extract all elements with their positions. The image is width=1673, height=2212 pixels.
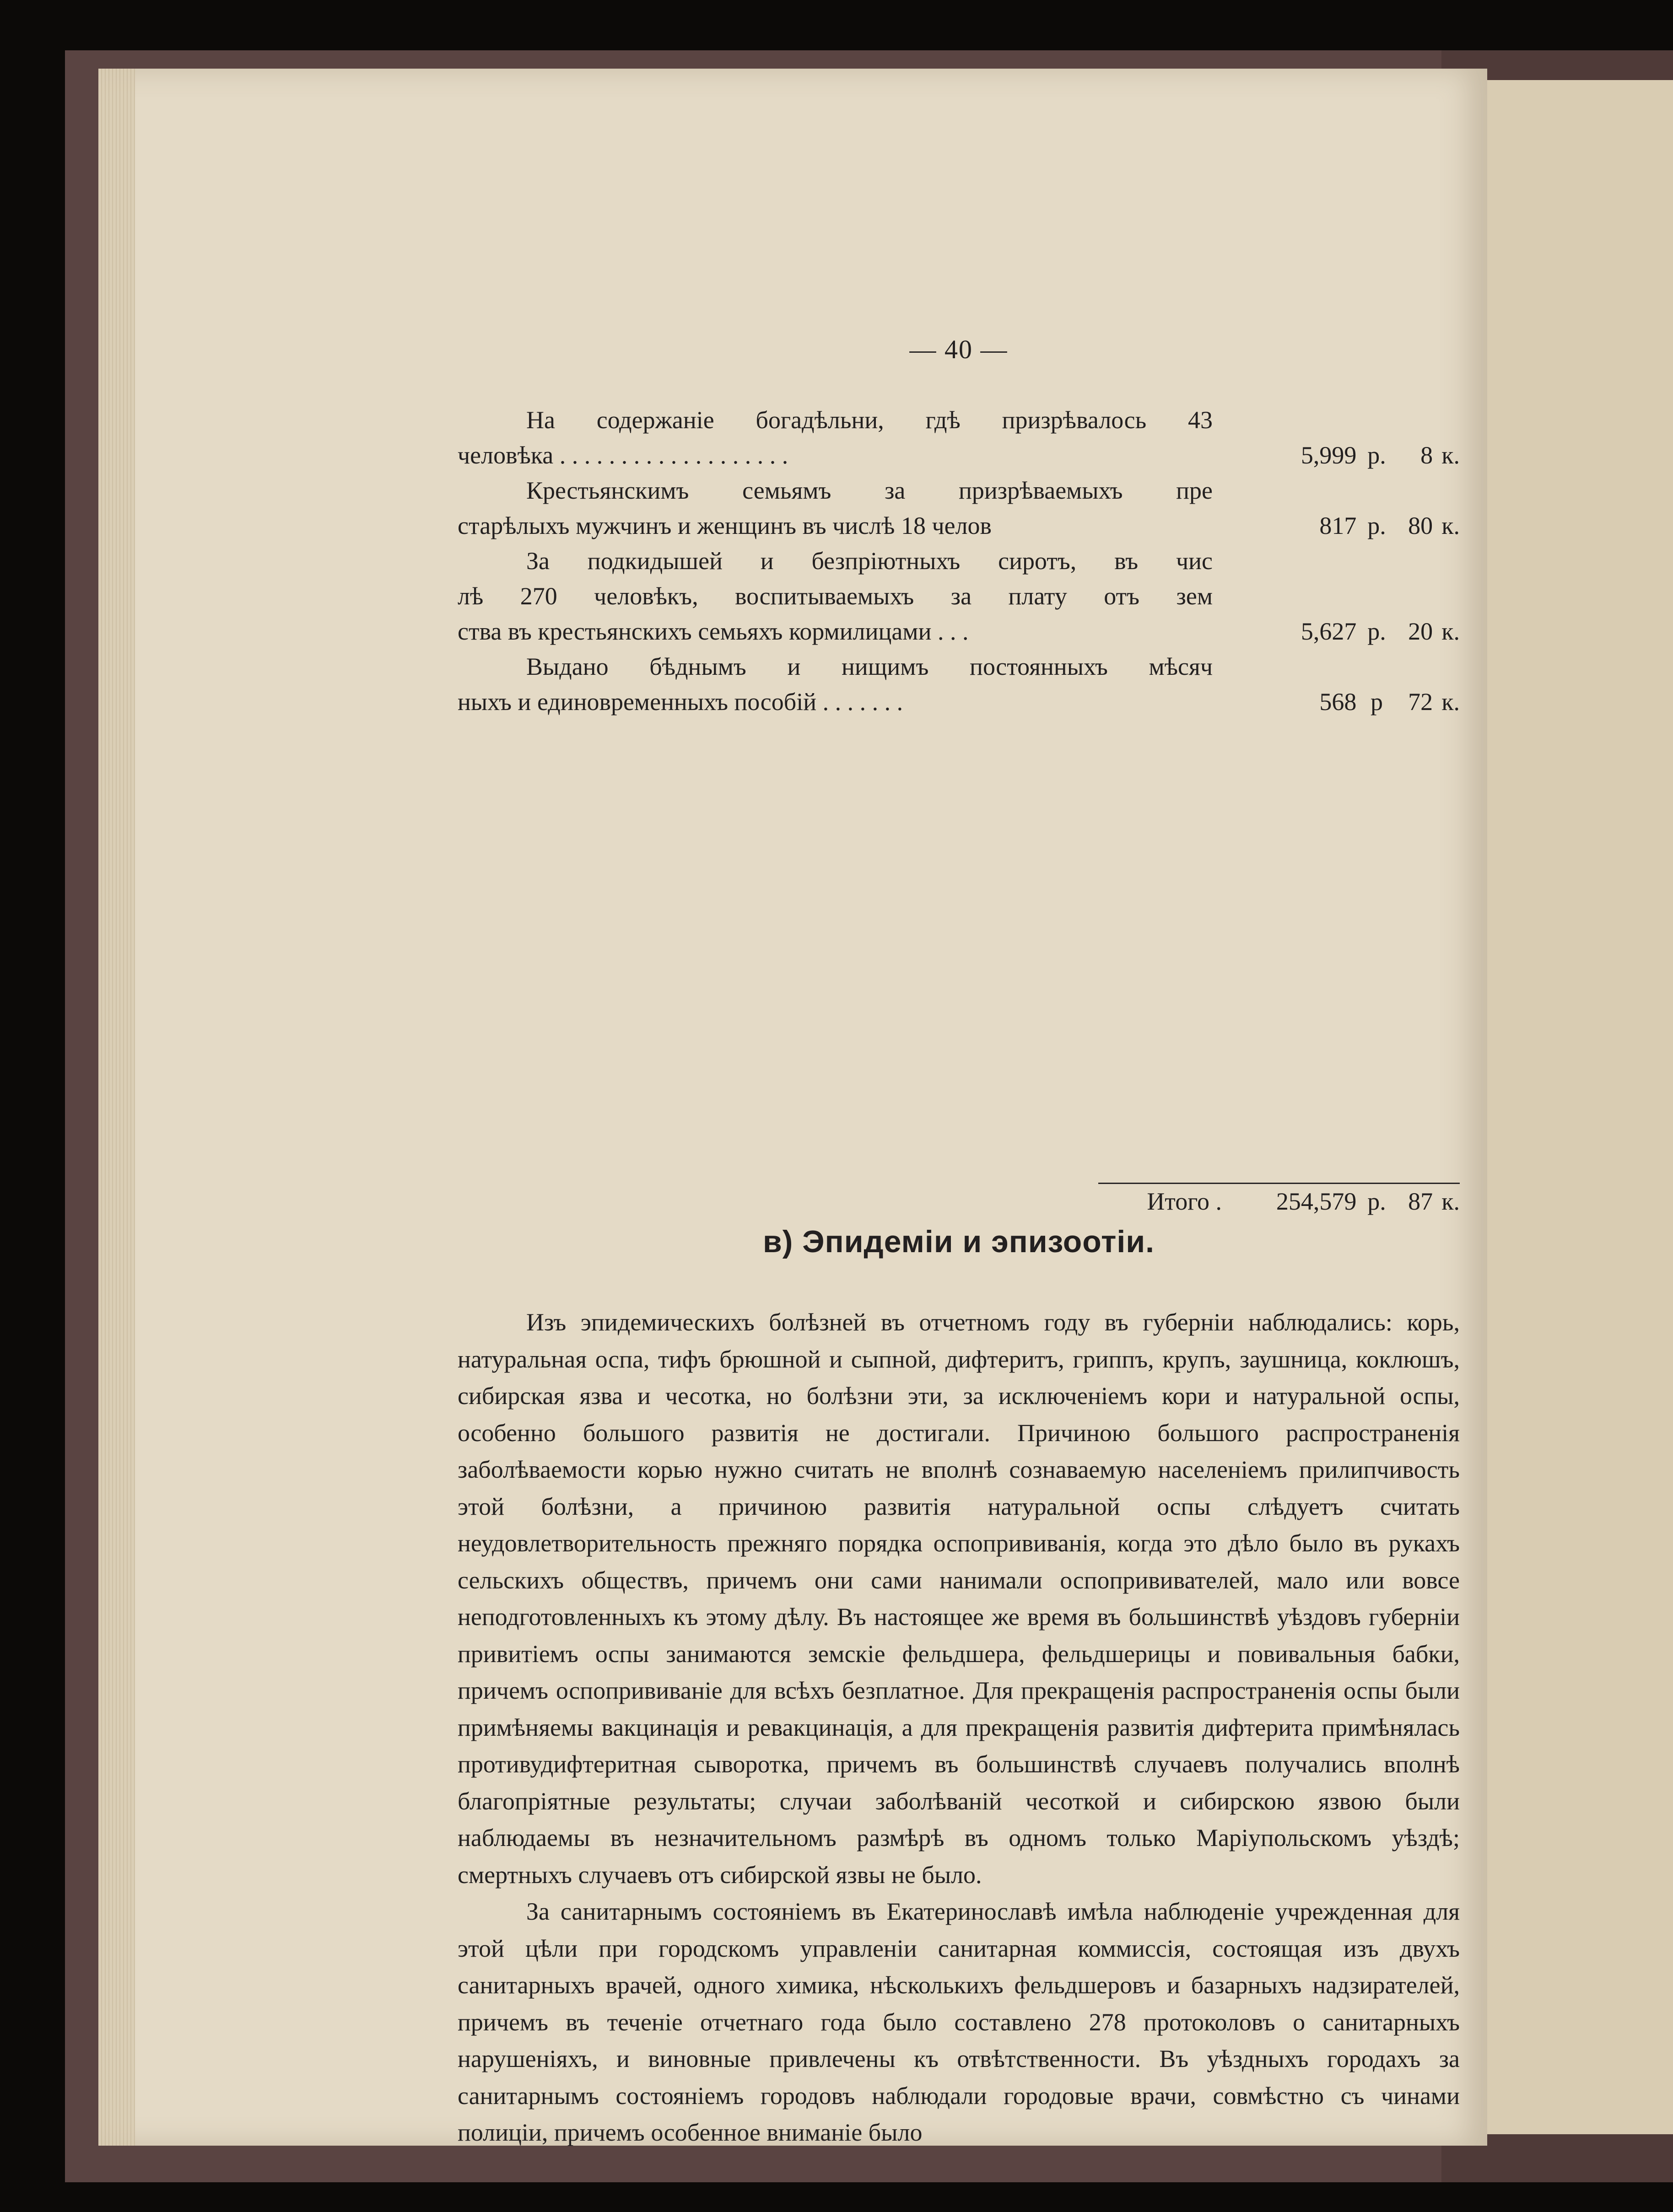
- amount-kopecks: 8: [1420, 441, 1433, 469]
- entry-text: Крестьянскимъ семьямъ за призрѣваемыхъ пре: [526, 477, 1213, 504]
- entry-text: За подкидышей и безпріютныхъ сиротъ, въ чис: [526, 547, 1213, 575]
- amount-rubles: 817: [1319, 512, 1357, 539]
- total-rubles: 254,579: [1276, 1188, 1357, 1215]
- total-amount: [1222, 1184, 1460, 1219]
- entry-text: ныхъ и единовременныхъ пособій . . . . . . .: [458, 688, 903, 716]
- entry-text: старѣлыхъ мужчинъ и женщинъ въ числѣ 18 челов: [458, 512, 992, 539]
- rubles-unit: р: [1370, 688, 1383, 716]
- entry-text: ства въ крестьянскихъ семьяхъ кормилицами . . .: [458, 618, 969, 645]
- page-number: — 40 —: [909, 334, 1008, 364]
- total-row: [1098, 1183, 1460, 1219]
- entry-text: Выдано бѣднымъ и нищимъ постоянныхъ мѣсяч: [526, 653, 1213, 680]
- section-heading: в) Эпидеміи и эпизоотіи.: [762, 1224, 1155, 1259]
- amount-rubles: 5,627: [1301, 618, 1357, 645]
- ledger-entry: [458, 403, 1460, 473]
- rubles-unit: р.: [1367, 512, 1386, 539]
- entry-text: лѣ 270 человѣкъ, воспитываемыхъ за плату отъ зем: [458, 582, 1213, 610]
- total-kopecks: 87: [1408, 1188, 1433, 1215]
- ledger-entry: [458, 649, 1460, 720]
- body-text: [458, 1304, 1460, 2151]
- amount-kopecks: 20: [1408, 618, 1433, 645]
- ledger-entry: [458, 473, 1460, 544]
- kopecks-unit: к.: [1441, 1188, 1460, 1215]
- ledger-entry: [458, 544, 1460, 649]
- entry-amount: [1222, 508, 1460, 544]
- entry-amount: [1222, 684, 1460, 720]
- page-edges: [98, 69, 135, 2146]
- entry-amount: [1222, 438, 1460, 473]
- entry-text: человѣка . . . . . . . . . . . . . . . . . . .: [458, 441, 788, 469]
- kopecks-unit: к.: [1441, 688, 1460, 716]
- amount-kopecks: 72: [1408, 688, 1433, 716]
- amount-rubles: 5,999: [1301, 441, 1357, 469]
- entry-amount: [1222, 614, 1460, 649]
- kopecks-unit: к.: [1441, 512, 1460, 539]
- rubles-unit: р.: [1367, 618, 1386, 645]
- rubles-unit: р.: [1367, 1188, 1386, 1215]
- entry-text: На содержаніе богадѣльни, гдѣ призрѣвалось 43: [526, 406, 1213, 434]
- kopecks-unit: к.: [1441, 441, 1460, 469]
- expense-ledger: [458, 403, 1460, 720]
- kopecks-unit: к.: [1441, 618, 1460, 645]
- total-label: Итого .: [1147, 1188, 1222, 1215]
- amount-kopecks: 80: [1408, 512, 1433, 539]
- paragraph: Изъ эпидемическихъ болѣзней въ отчетномъ году въ губерніи наблюдались: корь, натуральная оспа, тифъ брюшной и сыпной, дифтеритъ, гриппъ, крупъ, заушница, коклюшъ, сибирская язва и чесотка, но болѣзни эти, за исключеніемъ кори и натуральной оспы, особенно большого развитія не достигали. Причиною большого распространенія заболѣваемости корью нужно считать не вполнѣ сознаваемую населеніемъ прилипчивость этой болѣзни, а причиною развитія натуральной оспы слѣдуетъ считать неудовлетворительность прежняго порядка оспопрививанія, когда это дѣло было въ рукахъ сельскихъ обществъ, причемъ они сами нанимали оспопрививателей, мало или вовсе неподготовленныхъ къ этому дѣлу. Въ настоящее же время въ большинствѣ уѣздовъ губерніи привитіемъ оспы занимаются земскіе фельдшера, фельдшерицы и повивальныя бабки, причемъ оспопрививаніе для всѣхъ безплатное. Для прекращенія распространенія оспы были примѣняемы вакцинація и ревакцинація, а для прекращенія развитія дифтерита примѣнялась противудифтеритная сыворотка, причемъ въ большинствѣ случаевъ получались вполнѣ благопріятные результаты; случаи заболѣваній чесоткой и сибирскою язвою были наблюдаемы въ незначительномъ размѣрѣ въ одномъ только Маріупольскомъ уѣздѣ; смертныхъ случаевъ отъ сибирской язвы не было.: [458, 1308, 1460, 1889]
- facing-page: [1487, 80, 1673, 2134]
- amount-rubles: 568: [1319, 688, 1357, 716]
- paragraph: За санитарнымъ состояніемъ въ Екатеринославѣ имѣла наблюденіе учрежденная для этой цѣли при городскомъ управленіи санитарная коммиссія, состоящая изъ двухъ санитарныхъ врачей, одного химика, нѣсколькихъ фельдшеровъ и базарныхъ надзирателей, причемъ въ теченіе отчетнаго года было составлено 278 протоколовъ о санитарныхъ нарушеніяхъ, и виновные привлечены къ отвѣтственности. Въ уѣздныхъ городахъ за санитарнымъ состояніемъ городовъ наблюдали городовые врачи, совмѣстно съ чинами полиціи, причемъ особенное вниманіе было: [458, 1898, 1460, 2146]
- rubles-unit: р.: [1367, 441, 1386, 469]
